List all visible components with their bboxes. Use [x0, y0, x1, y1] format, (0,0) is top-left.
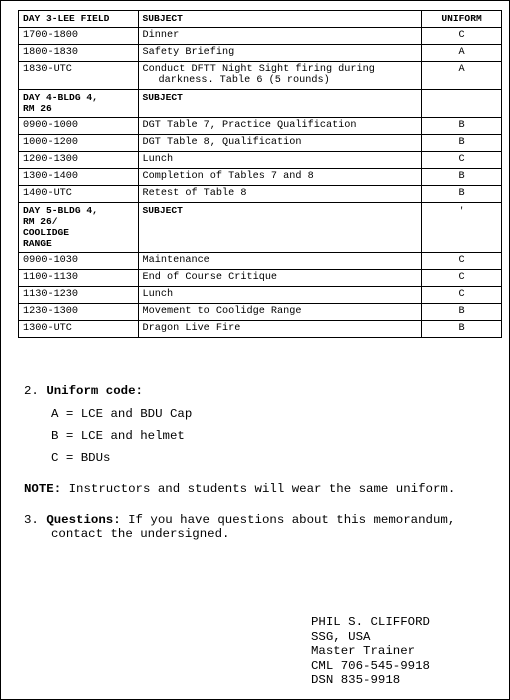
- uniform-code-c: C = BDUs: [51, 451, 111, 465]
- subject-cell: Dinner: [138, 28, 422, 45]
- day4-header-row: [19, 90, 502, 118]
- signer-dsn-phone: DSN 835-9918: [311, 673, 401, 688]
- subject-cell: Maintenance: [138, 253, 422, 270]
- table-row: [19, 253, 502, 270]
- uniform-cell: C: [422, 270, 502, 287]
- table-row: [19, 62, 502, 90]
- time-cell: 1300-UTC: [19, 321, 139, 338]
- questions-paragraph-cont: contact the undersigned.: [51, 527, 230, 541]
- time-cell: 0900-1000: [19, 118, 139, 135]
- subject-cell: DGT Table 7, Practice Qualification: [138, 118, 422, 135]
- subject-line-1: Conduct DFTT Night Sight firing during: [142, 64, 375, 75]
- time-cell: 1200-1300: [19, 152, 139, 169]
- table-row: [19, 304, 502, 321]
- uniform-cell: A: [422, 62, 502, 90]
- table-row: [19, 118, 502, 135]
- table-row: [19, 186, 502, 203]
- subject-cell: [138, 62, 422, 90]
- questions-paragraph: 3. Questions: If you have questions about this memorandum,: [24, 513, 456, 527]
- subject-line-2: darkness. Table 6 (5 rounds): [158, 75, 330, 86]
- day4-uniform-blank: [422, 90, 502, 118]
- subject-cell: Completion of Tables 7 and 8: [138, 169, 422, 186]
- time-cell: 1800-1830: [19, 45, 139, 62]
- training-schedule-table: [18, 10, 502, 338]
- time-cell: 1300-1400: [19, 169, 139, 186]
- time-cell: 1700-1800: [19, 28, 139, 45]
- table-row: [19, 152, 502, 169]
- uniform-cell: C: [422, 253, 502, 270]
- day4-subject-header: SUBJECT: [138, 90, 422, 118]
- time-cell: 0900-1030: [19, 253, 139, 270]
- note-paragraph: NOTE: Instructors and students will wear the same uniform.: [24, 482, 456, 496]
- day5-title: DAY 5-BLDG 4, RM 26/ COOLIDGE RANGE: [19, 203, 139, 253]
- uniform-cell: A: [422, 45, 502, 62]
- time-cell: 1100-1130: [19, 270, 139, 287]
- table-row: [19, 270, 502, 287]
- table-row: [19, 321, 502, 338]
- subject-cell: End of Course Critique: [138, 270, 422, 287]
- uniform-code-a: A = LCE and BDU Cap: [51, 407, 193, 421]
- subject-cell: Movement to Coolidge Range: [138, 304, 422, 321]
- subject-cell: Lunch: [138, 152, 422, 169]
- uniform-code-b: B = LCE and helmet: [51, 429, 185, 443]
- signer-name: PHIL S. CLIFFORD: [311, 615, 430, 629]
- uniform-cell: B: [422, 304, 502, 321]
- uniform-cell: B: [422, 118, 502, 135]
- subject-cell: Retest of Table 8: [138, 186, 422, 203]
- subject-cell: DGT Table 8, Qualification: [138, 135, 422, 152]
- signature-block: [311, 615, 430, 688]
- day5-subject-header: SUBJECT: [138, 203, 422, 253]
- time-cell: 1830-UTC: [19, 62, 139, 90]
- signer-rank: SSG, USA: [311, 629, 371, 644]
- uniform-cell: C: [422, 28, 502, 45]
- day3-subject-header: SUBJECT: [138, 11, 422, 28]
- time-cell: 1130-1230: [19, 287, 139, 304]
- day3-title: DAY 3-LEE FIELD: [19, 11, 139, 28]
- day5-uniform-mark: ': [422, 203, 502, 253]
- signer-cml-phone: CML 706-545-9918: [311, 658, 430, 673]
- uniform-cell: B: [422, 169, 502, 186]
- uniform-header: UNIFORM: [422, 11, 502, 28]
- table-row: [19, 287, 502, 304]
- time-cell: 1230-1300: [19, 304, 139, 321]
- uniform-cell: C: [422, 287, 502, 304]
- subject-cell: Dragon Live Fire: [138, 321, 422, 338]
- uniform-cell: B: [422, 186, 502, 203]
- table-row: [19, 135, 502, 152]
- table-row: [19, 45, 502, 62]
- time-cell: 1400-UTC: [19, 186, 139, 203]
- uniform-cell: B: [422, 321, 502, 338]
- table-row: [19, 28, 502, 45]
- signer-title: Master Trainer: [311, 644, 416, 659]
- table-row: [19, 169, 502, 186]
- time-cell: 1000-1200: [19, 135, 139, 152]
- subject-cell: Lunch: [138, 287, 422, 304]
- day5-header-row: [19, 203, 502, 253]
- uniform-code-heading: 2. Uniform code:: [24, 384, 143, 398]
- subject-cell: Safety Briefing: [138, 45, 422, 62]
- uniform-cell: B: [422, 135, 502, 152]
- day4-title: DAY 4-BLDG 4, RM 26: [19, 90, 139, 118]
- uniform-cell: C: [422, 152, 502, 169]
- day3-header-row: [19, 11, 502, 28]
